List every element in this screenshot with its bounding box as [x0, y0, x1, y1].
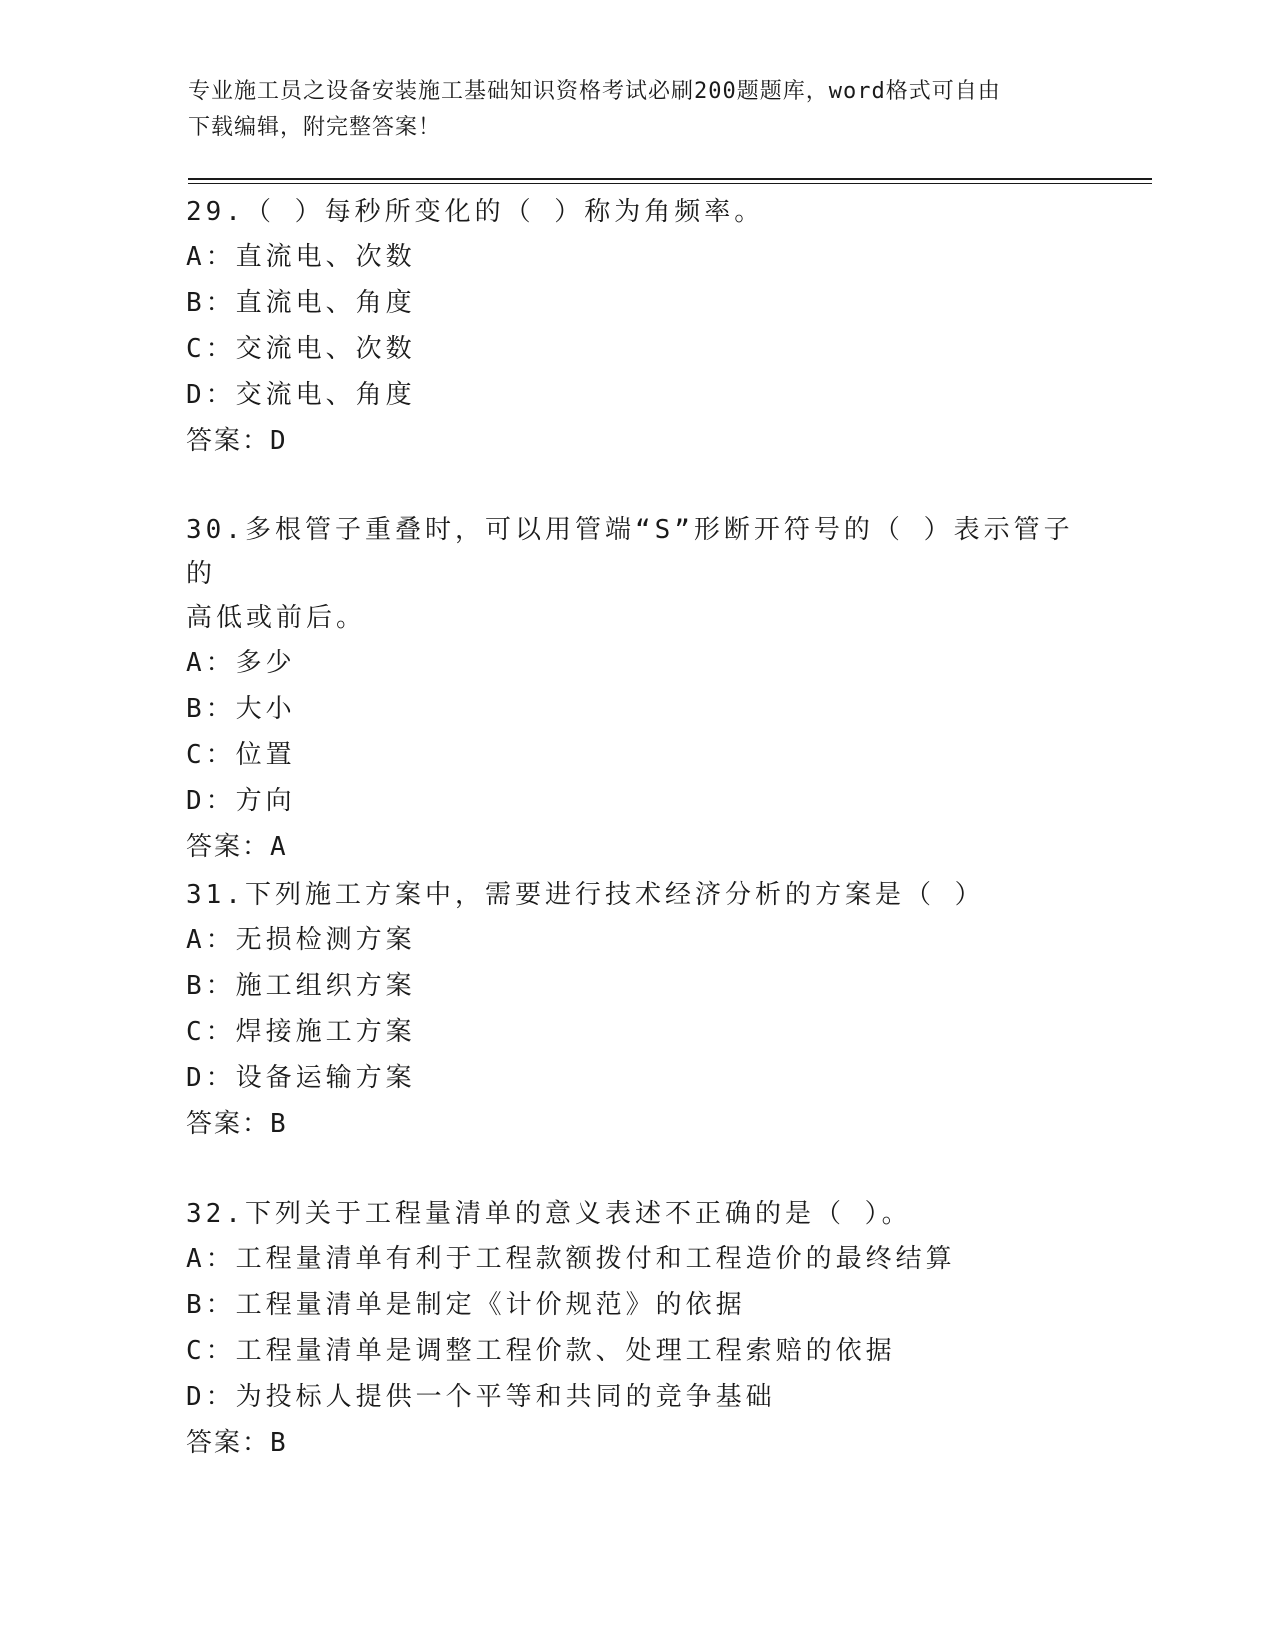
question-stem: 32.下列关于工程量清单的意义表述不正确的是（ ）。 [186, 1199, 912, 1229]
header-line-2: 下载编辑，附完整答案！ [188, 115, 442, 140]
document-header [188, 74, 1068, 146]
option-a: A：直流电、次数 [186, 242, 416, 272]
answer: 答案：B [186, 1428, 288, 1458]
answer: 答案：D [186, 426, 288, 456]
option-b: B：直流电、角度 [186, 288, 416, 318]
option-c: C：焊接施工方案 [186, 1017, 416, 1047]
option-c: C：位置 [186, 740, 296, 770]
question-stem: 30.多根管子重叠时，可以用管端“S”形断开符号的（ ）表示管子的 [186, 515, 1074, 589]
option-d: D：交流电、角度 [186, 380, 416, 410]
option-b: B：工程量清单是制定《计价规范》的依据 [186, 1290, 746, 1320]
header-divider-thick [188, 178, 1152, 180]
answer: 答案：B [186, 1109, 288, 1139]
option-b: B：施工组织方案 [186, 971, 416, 1001]
question-block [186, 1192, 1086, 1466]
question-stem: 31.下列施工方案中，需要进行技术经济分析的方案是（ ） [186, 880, 985, 910]
option-d: D：为投标人提供一个平等和共同的竞争基础 [186, 1382, 776, 1412]
option-c: C：工程量清单是调整工程价款、处理工程索赔的依据 [186, 1336, 896, 1366]
option-b: B：大小 [186, 694, 296, 724]
header-line-1: 专业施工员之设备安装施工基础知识资格考试必刷200题题库，word格式可自由 [188, 79, 1001, 104]
header-divider-thin [188, 183, 1152, 184]
answer: 答案：A [186, 832, 288, 862]
question-block [186, 873, 1086, 1147]
option-d: D：设备运输方案 [186, 1063, 416, 1093]
question-stem-continued: 高低或前后。 [186, 603, 367, 633]
question-block [186, 508, 1086, 870]
question-stem: 29.（ ）每秒所变化的（ ）称为角频率。 [186, 197, 765, 227]
option-a: A：多少 [186, 648, 296, 678]
option-a: A：无损检测方案 [186, 925, 416, 955]
question-block [186, 190, 1086, 464]
option-d: D：方向 [186, 786, 296, 816]
option-c: C：交流电、次数 [186, 334, 416, 364]
option-a: A：工程量清单有利于工程款额拨付和工程造价的最终结算 [186, 1244, 956, 1274]
